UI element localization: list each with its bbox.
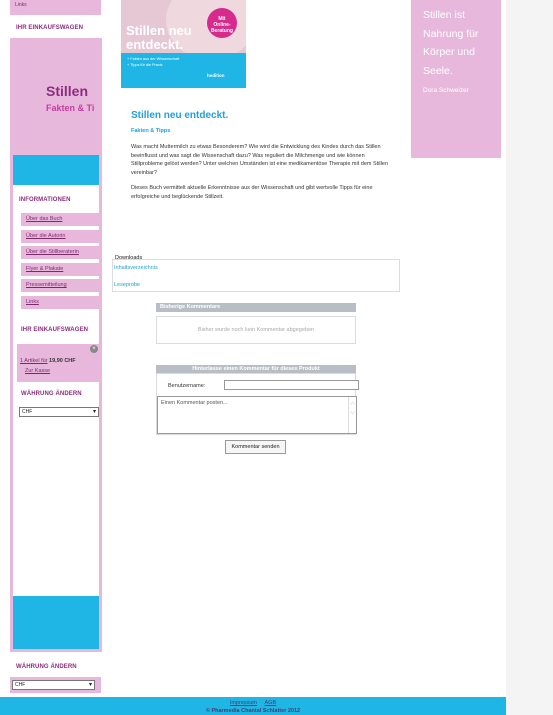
- nav-link[interactable]: Flyer & Plakate: [26, 266, 64, 272]
- seal-line: Beratung: [211, 28, 233, 34]
- downloads-label: Downloads: [115, 255, 143, 261]
- cart-count-link[interactable]: 1 Artikel für: [20, 358, 48, 364]
- nav-item-flyer-plakate[interactable]: [21, 263, 99, 276]
- chevron-down-icon: ▾: [88, 682, 92, 688]
- cover-title-line: entdeckt.: [126, 37, 184, 52]
- product-description-2: Dieses Buch vermittelt aktuelle Erkenntnisse aus der Wissenschaft und gibt wertvolle Tipps für eine erfolgreiche und beglückende Stillzeit.: [131, 185, 373, 200]
- chevron-down-icon: ▾: [92, 409, 96, 415]
- left-sidebar: [0, 0, 104, 697]
- product-description-1: Was macht Muttermilch zu etwas Besonderem? Wie wird die Entwicklung des Kindes durch das Stillen beeinflusst und was sagt die Wissenschaft dazu? Was reguliert die Milchmenge und wie können Stillprobleme gelöst werden? Unter welchen Umständen ist eine medikamentöse Therapie mit dem Stillen vereinbar?: [131, 144, 388, 176]
- seal-line: Mit: [218, 16, 226, 22]
- download-inhaltsverzeichnis-link[interactable]: Inhaltsverzeichnis: [114, 265, 158, 271]
- comment-textarea[interactable]: [157, 396, 357, 434]
- product-title: Stillen neu entdeckt.: [131, 110, 229, 121]
- nav-link[interactable]: Über die Stillberaterin: [26, 249, 79, 255]
- nav-link[interactable]: Über das Buch: [26, 216, 63, 222]
- seal-line: Online-: [213, 22, 231, 28]
- cover-bullet: + Fakten aus der Wissenschaft: [127, 57, 180, 61]
- nav-link[interactable]: Pressemitteilung: [26, 282, 67, 288]
- currency-select[interactable]: [12, 680, 95, 690]
- online-beratung-seal: [207, 8, 237, 38]
- username-input[interactable]: [224, 380, 359, 390]
- nav-item-ueber-die-autorin[interactable]: [21, 230, 99, 243]
- checkout-link[interactable]: Zur Kasse: [25, 368, 51, 374]
- embedded-banner-title: Stillen: [46, 83, 89, 99]
- textarea-scrollbar[interactable]: ︿ ﹀: [348, 397, 356, 433]
- cart-total: 19,90 CHF: [49, 358, 76, 364]
- sidebar-links-label: Links: [15, 2, 27, 8]
- downloads-box: [112, 259, 400, 292]
- cover-bullet: + Tipps für die Praxis: [127, 63, 163, 67]
- quote-panel: [411, 0, 501, 158]
- nav-item-ueber-die-stillberaterin[interactable]: [21, 246, 99, 259]
- nav-link[interactable]: Über die Autorin: [26, 233, 66, 239]
- embedded-cyan-footer: [13, 596, 99, 649]
- embedded-shop-frame: [10, 38, 102, 652]
- footer-links: [0, 700, 506, 706]
- embedded-cyan-band: [13, 155, 99, 185]
- product-subtitle: Fakten & Tipps: [131, 128, 171, 134]
- cover-publisher-logo: [207, 73, 225, 78]
- username-label: Benutzername:: [168, 383, 206, 389]
- embedded-currency-heading: WÄHRUNG ÄNDERN: [21, 391, 82, 397]
- embedded-cart-heading: IHR EINKAUFSWAGEN: [21, 327, 89, 333]
- embedded-info-heading: INFORMATIONEN: [19, 197, 71, 203]
- comment-placeholder: Einen Kommentar posten...: [161, 400, 228, 406]
- nav-item-ueber-das-buch[interactable]: [21, 213, 99, 226]
- publisher-name: hedition: [207, 73, 225, 78]
- footer-copyright: © Pharmedia Chantal Schlatter 2012: [205, 708, 301, 714]
- embedded-banner-subtitle: Fakten & Ti: [46, 103, 95, 113]
- embedded-currency-select[interactable]: [19, 407, 99, 417]
- cover-title: [126, 24, 192, 52]
- send-comment-button[interactable]: Kommentar senden: [225, 440, 286, 454]
- cover-title-line: Stillen neu: [126, 23, 192, 38]
- right-page-margin: [506, 0, 553, 715]
- cover-bottom-strip: [121, 53, 246, 88]
- nav-item-pressemitteilung[interactable]: [21, 279, 99, 292]
- embedded-cart-box: [17, 344, 99, 382]
- sidebar-currency-heading: WÄHRUNG ÄNDERN: [16, 664, 77, 670]
- cart-summary: [20, 358, 76, 364]
- sidebar-currency-box: [10, 677, 101, 693]
- quote-text: Stillen ist Nahrung für Körper und Seele.: [423, 9, 479, 77]
- embedded-banner: [13, 41, 99, 155]
- currency-value: CHF: [15, 682, 26, 688]
- download-leseprobe-link[interactable]: Leseprobe: [114, 282, 140, 288]
- book-cover-image: [121, 0, 246, 88]
- close-icon[interactable]: ×: [90, 345, 98, 353]
- sidebar-cart-heading: IHR EINKAUFSWAGEN: [16, 25, 84, 31]
- quote-author: Dora Schweizer: [423, 87, 469, 94]
- no-comments-text: Bisher wurde noch kein Kommentar abgegeben: [197, 327, 315, 333]
- footer-agb-link[interactable]: AGB: [264, 700, 277, 706]
- nav-link[interactable]: Links: [26, 299, 39, 305]
- embedded-currency-value: CHF: [22, 409, 33, 415]
- sidebar-links-item[interactable]: [10, 0, 101, 15]
- nav-item-links[interactable]: [21, 296, 99, 309]
- page-footer: [0, 697, 506, 715]
- existing-comments-heading: Bisherige Kommentare: [156, 303, 356, 312]
- comment-form-heading: Hinterlasse einen Kommentar für dieses Produkt: [156, 365, 356, 374]
- footer-impressum-link[interactable]: Impressum: [229, 700, 258, 706]
